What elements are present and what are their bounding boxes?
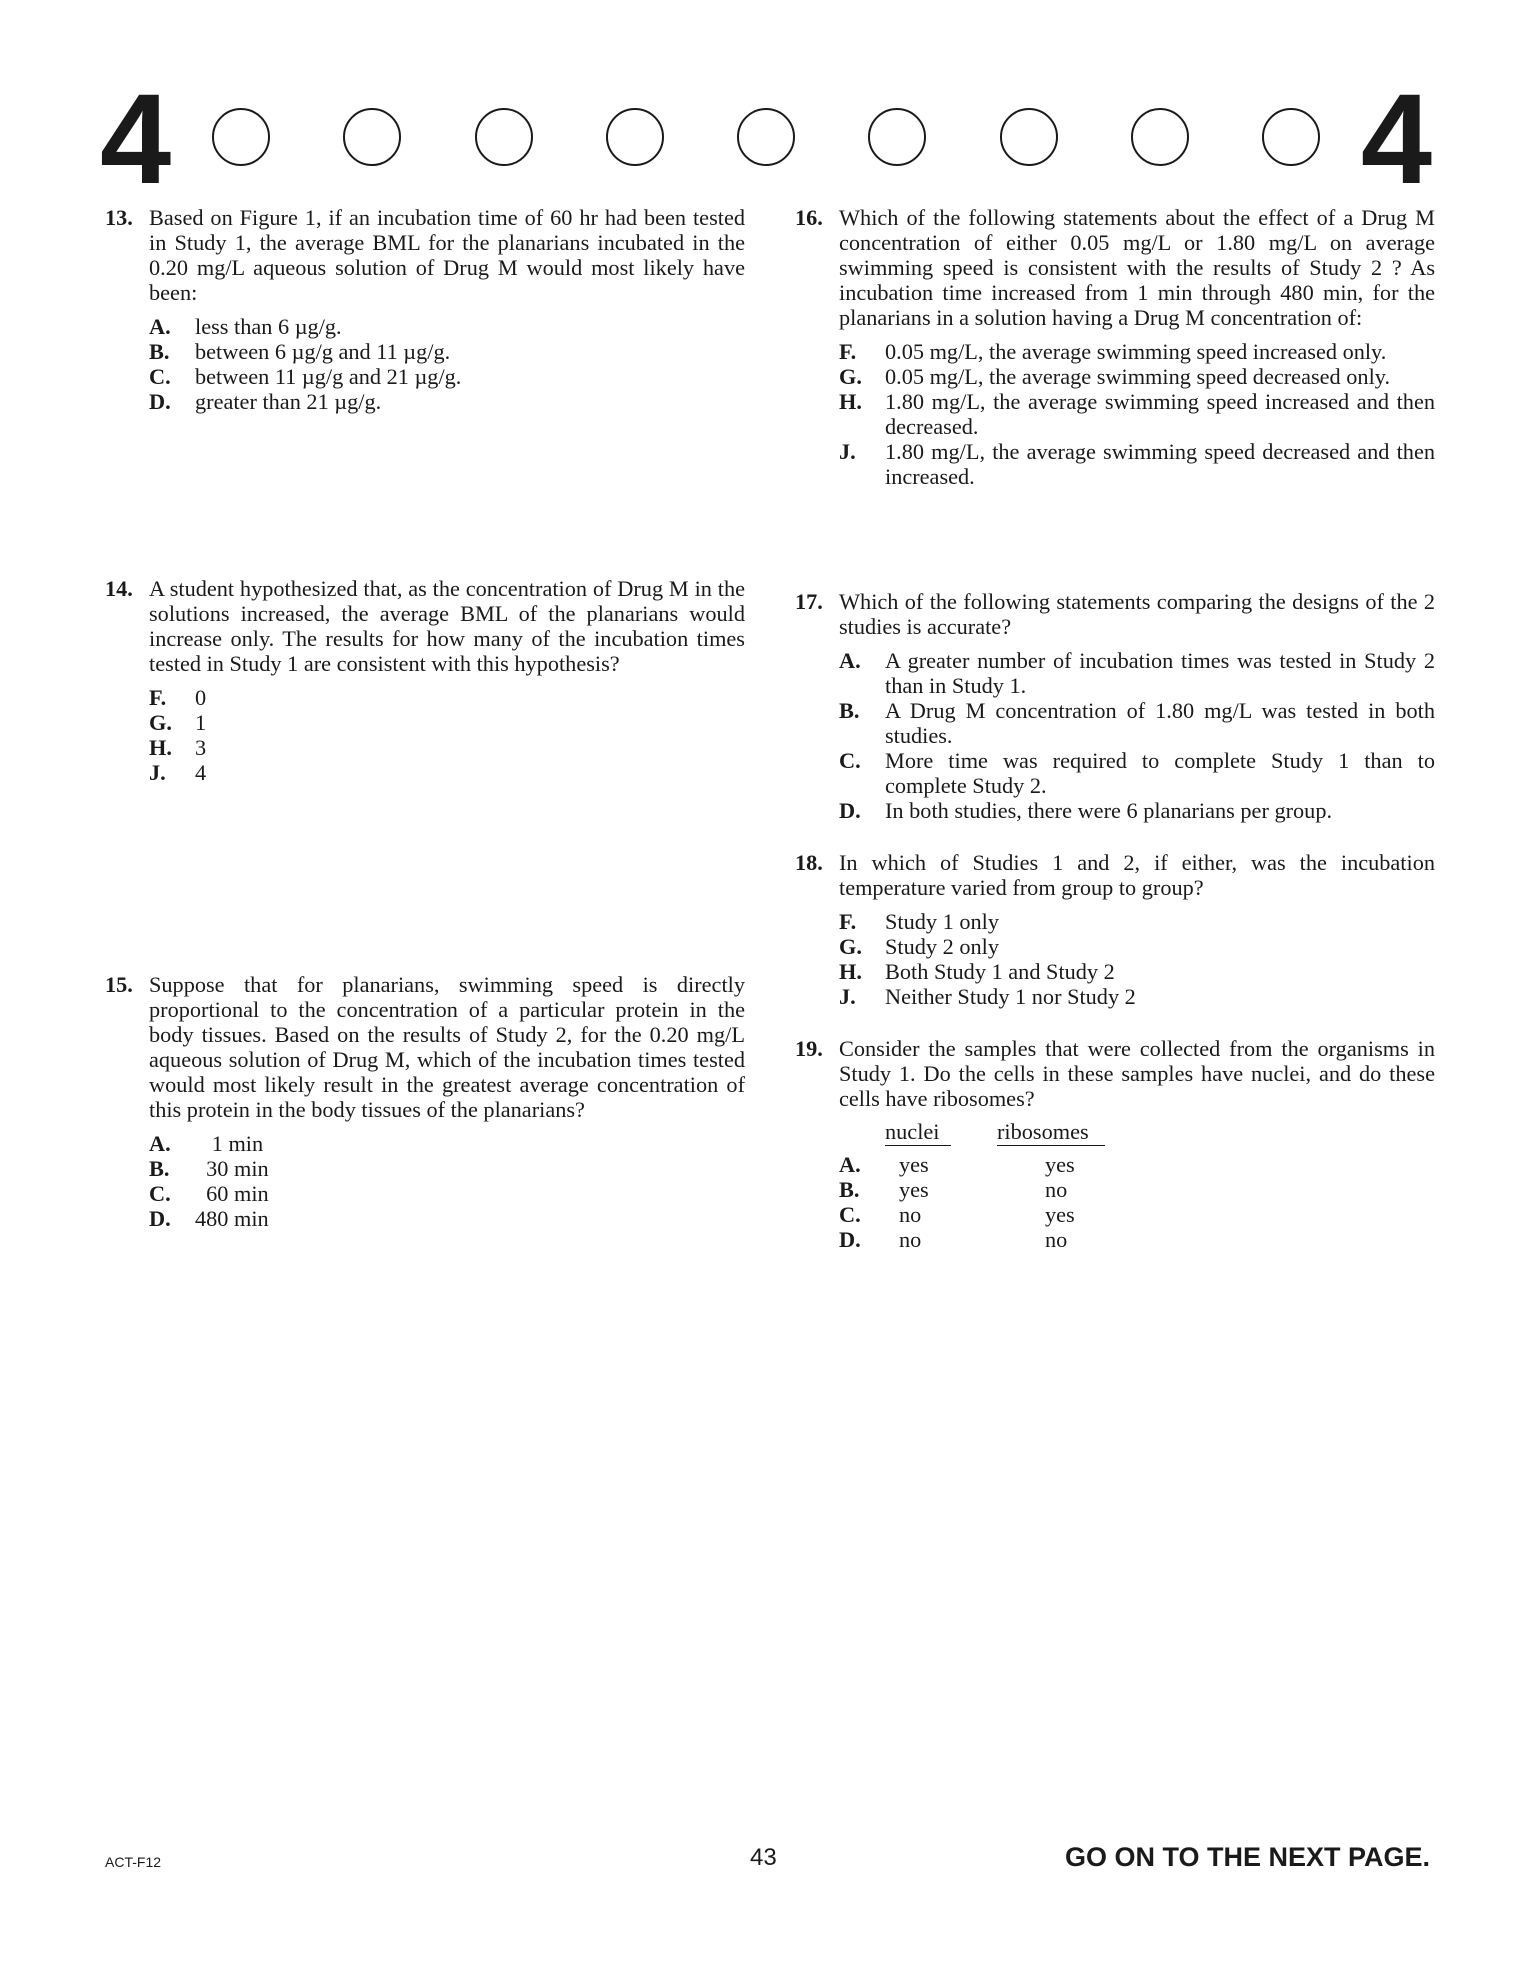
option-text: More time was required to complete Study 1 than to complete Study 2. [885,748,1435,798]
answer-option-c[interactable] [839,748,1435,798]
option-letter: J. [839,439,856,464]
option-text: Study 2 only [885,934,999,959]
question-stem: Based on Figure 1, if an incubation time of 60 hr had been tested in Study 1, the average BML for the planarians incubated in the 0.20 mg/L aqueous solution of Drug M would most likely have been: [149,205,745,305]
option-letter: J. [839,984,856,1009]
ribosomes-value: yes [1045,1152,1075,1177]
answer-option-g[interactable] [149,710,745,735]
option-letter: H. [839,959,862,984]
question-stem: Which of the following statements about the effect of a Drug M concentration of either 0.05 mg/L or 1.80 mg/L on average swimming speed is consistent with the results of Study 2 ? As incubation time increased from 1 min through 480 min, for the planarians in a solution having a Drug M concentration of: [839,205,1435,330]
answer-option-h[interactable] [839,959,1435,984]
option-letter: H. [149,735,172,760]
question-15 [105,972,745,1231]
option-letter: G. [839,934,862,959]
question-stem: In which of Studies 1 and 2, if either, was the incubation temperature varied from group to group? [839,850,1435,900]
option-text: Study 1 only [885,909,999,934]
question-18 [795,850,1435,1009]
header-circles [212,108,1320,172]
option-letter: A. [149,1131,171,1156]
option-text: A greater number of incubation times was tested in Study 2 than in Study 1. [885,648,1435,698]
answer-options [149,685,745,785]
answer-option-a[interactable] [839,1152,1435,1177]
page-number: 43 [750,1844,777,1871]
option-letter: C. [839,1202,861,1227]
answer-option-g[interactable] [839,364,1435,389]
option-letter: D. [149,1206,171,1231]
header-nuclei: nuclei [885,1119,951,1146]
answer-options [149,1131,745,1231]
option-letter: A. [839,648,861,673]
page-footer [105,1840,1430,1880]
option-letter: C. [839,748,861,773]
header-circle [212,108,270,166]
option-letter: A. [149,314,171,339]
answer-option-j[interactable] [839,984,1435,1009]
answer-option-d[interactable] [839,798,1435,823]
option-text: 1 [195,710,207,735]
header-circle [1131,108,1189,166]
answer-options [839,648,1435,823]
question-16 [795,205,1435,489]
option-letter: D. [149,389,171,414]
option-text: 30 min [195,1156,269,1181]
answer-option-b[interactable] [839,1177,1435,1202]
question-stem: Suppose that for planarians, swimming speed is directly proportional to the concentration of a particular protein in the body tissues. Based on the results of Study 2, for the 0.20 mg/L aqueous solution of Drug M, which of the incubation times tested would most likely result in the greatest average concentration of this protein in the body tissues of the planarians? [149,972,745,1122]
ribosomes-value: yes [1045,1202,1075,1227]
answer-options [839,339,1435,489]
question-stem: Consider the samples that were collected from the organisms in Study 1. Do the cells in these samples have nuclei, and do these cells have ribosomes? [839,1036,1435,1111]
answer-option-b[interactable] [149,339,745,364]
answer-table-header [885,1119,1435,1146]
option-letter: C. [149,1181,171,1206]
option-text: 480 min [195,1206,269,1231]
question-stem: Which of the following statements comparing the designs of the 2 studies is accurate? [839,589,1435,639]
answer-options [149,314,745,414]
question-17 [795,589,1435,823]
question-19 [795,1036,1435,1252]
option-text: 1.80 mg/L, the average swimming speed increased and then decreased. [885,389,1435,439]
question-number: 17. [795,589,823,614]
answer-option-c[interactable] [149,364,745,389]
option-text: 4 [195,760,207,785]
answer-option-j[interactable] [149,760,745,785]
answer-option-a[interactable] [839,648,1435,698]
option-text: 3 [195,735,207,760]
header-circle [1000,108,1058,166]
section-number-right: 4 [1360,68,1430,211]
option-text: 0.05 mg/L, the average swimming speed increased only. [885,339,1387,364]
option-text: greater than 21 µg/g. [195,389,382,414]
option-text: between 6 µg/g and 11 µg/g. [195,339,451,364]
question-13 [105,205,745,414]
question-number: 16. [795,205,823,230]
answer-options [839,909,1435,1009]
option-letter: G. [149,710,172,735]
option-letter: B. [839,1177,860,1202]
question-number: 18. [795,850,823,875]
option-text: between 11 µg/g and 21 µg/g. [195,364,462,389]
answer-option-d[interactable] [149,389,745,414]
answer-option-b[interactable] [839,698,1435,748]
ribosomes-value: no [1045,1177,1068,1202]
question-14 [105,576,745,785]
option-letter: B. [149,339,170,364]
option-text: In both studies, there were 6 planarians per group. [885,798,1333,823]
answer-option-j[interactable] [839,439,1435,489]
answer-option-g[interactable] [839,934,1435,959]
answer-option-h[interactable] [839,389,1435,439]
answer-option-a[interactable] [149,1131,745,1156]
answer-option-c[interactable] [149,1181,745,1206]
answer-option-f[interactable] [149,685,745,710]
form-code: ACT-F12 [105,1854,162,1870]
header-circle [606,108,664,166]
nuclei-value: yes [899,1152,929,1177]
option-letter: H. [839,389,862,414]
header-ribosomes: ribosomes [997,1119,1105,1146]
option-text: 1 min [195,1131,264,1156]
option-letter: F. [839,339,857,364]
answer-option-f[interactable] [839,909,1435,934]
header-circle [1262,108,1320,166]
answer-option-b[interactable] [149,1156,745,1181]
question-number: 14. [105,576,133,601]
nuclei-value: yes [899,1177,929,1202]
header-circle [737,108,795,166]
next-page-notice: GO ON TO THE NEXT PAGE. [1064,1842,1430,1872]
option-text: less than 6 µg/g. [195,314,342,339]
question-number: 13. [105,205,133,230]
option-letter: B. [149,1156,170,1181]
option-text: 60 min [195,1181,269,1206]
option-letter: D. [839,798,861,823]
section-header [100,68,1430,211]
option-text: 1.80 mg/L, the average swimming speed decreased and then increased. [885,439,1435,489]
answer-option-d[interactable] [839,1227,1435,1252]
option-text: 0 [195,685,207,710]
answer-option-c[interactable] [839,1202,1435,1227]
option-letter: J. [149,760,166,785]
question-stem: A student hypothesized that, as the concentration of Drug M in the solutions increased, the average BML of the planarians would increase only. The results for how many of the incubation times tested in Study 1 are consistent with this hypothesis? [149,576,745,676]
option-text: 0.05 mg/L, the average swimming speed decreased only. [885,364,1391,389]
option-letter: G. [839,364,862,389]
answer-option-a[interactable] [149,314,745,339]
answer-option-f[interactable] [839,339,1435,364]
header-circle [475,108,533,166]
question-number: 15. [105,972,133,997]
option-letter: B. [839,698,860,723]
option-text: Neither Study 1 nor Study 2 [885,984,1136,1009]
nuclei-value: no [899,1227,922,1252]
option-text: Both Study 1 and Study 2 [885,959,1115,984]
option-letter: F. [149,685,167,710]
answer-option-d[interactable] [149,1206,745,1231]
option-letter: A. [839,1152,861,1177]
header-circle [343,108,401,166]
answer-table [839,1119,1435,1252]
option-letter: F. [839,909,857,934]
section-number-left: 4 [100,68,170,211]
option-letter: D. [839,1227,861,1252]
nuclei-value: no [899,1202,922,1227]
header-circle [868,108,926,166]
answer-option-h[interactable] [149,735,745,760]
question-number: 19. [795,1036,823,1061]
ribosomes-value: no [1045,1227,1068,1252]
option-letter: C. [149,364,171,389]
option-text: A Drug M concentration of 1.80 mg/L was tested in both studies. [885,698,1435,748]
